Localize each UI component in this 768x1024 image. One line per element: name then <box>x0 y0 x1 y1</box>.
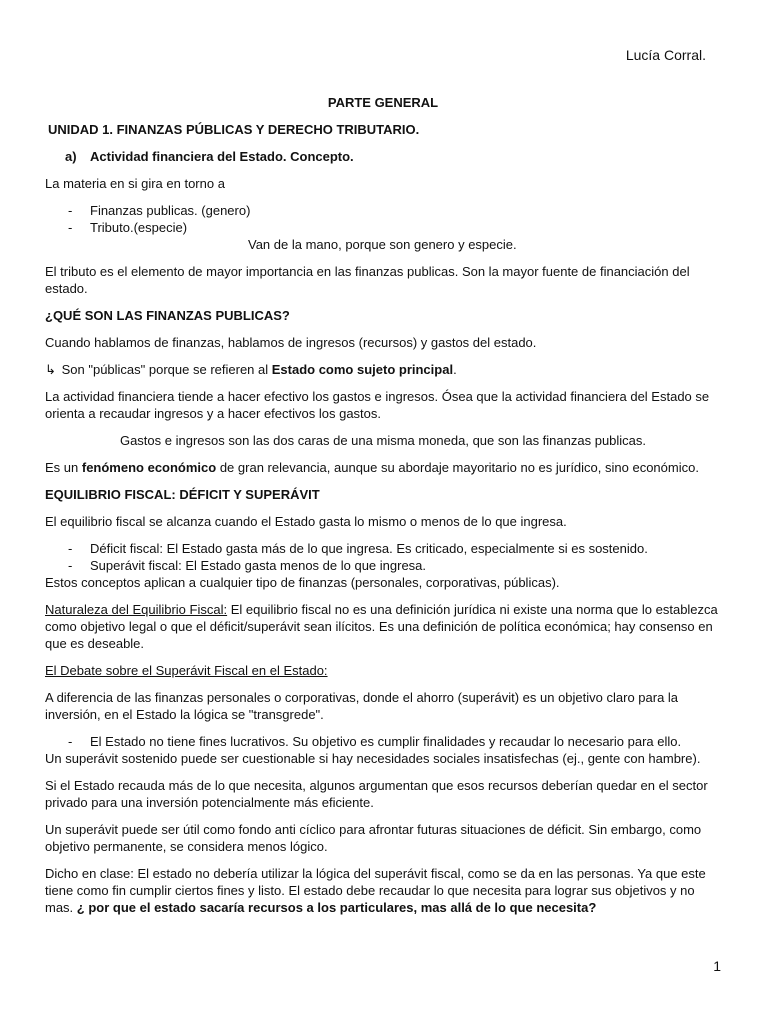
unit-heading: UNIDAD 1. FINANZAS PÚBLICAS Y DERECHO TRIBUTARIO. <box>48 122 420 137</box>
paragraph-equilibrio: El equilibrio fiscal se alcanza cuando el Estado gasta lo mismo o menos de lo que ingresa. <box>45 514 567 529</box>
list-materia <box>45 202 721 236</box>
list-item: - Déficit fiscal: El Estado gasta más de lo que ingresa. Es criticado, especialmente si es sostenido. <box>45 540 721 557</box>
paragraph-fenomeno: Es un fenómeno económico de gran relevancia, aunque su abordaje mayoritario no es jurídico, sino económico. <box>45 460 699 475</box>
heading-finanzas-publicas: ¿QUÉ SON LAS FINANZAS PUBLICAS? <box>45 308 290 323</box>
list-item: - Superávit fiscal: El Estado gasta menos de lo que ingresa. <box>45 557 721 574</box>
subsection-marker: a) <box>65 149 77 164</box>
paragraph-dos-caras: Gastos e ingresos son las dos caras de una misma moneda, que son las finanzas publicas. <box>119 433 647 448</box>
subsection-heading <box>65 148 721 165</box>
list-item: - El Estado no tiene fines lucrativos. Su objetivo es cumplir finalidades y recaudar lo necesario para ello. <box>45 733 721 750</box>
subsection-text: Actividad financiera del Estado. Concepto. <box>90 149 354 164</box>
paragraph-naturaleza: Naturaleza del Equilibrio Fiscal: El equilibrio fiscal no es una definición jurídica ni existe una norma que lo establezca como objetivo legal o que el déficit/superávit sean ilícitos. Es una definición de política económica; hay consenso en que es deseable. <box>45 602 718 651</box>
heading-equilibrio-fiscal: EQUILIBRIO FISCAL: DÉFICIT Y SUPERÁVIT <box>45 487 320 502</box>
list-note: Van de la mano, porque son genero y especie. <box>248 237 517 252</box>
dash-bullet: - <box>68 541 73 556</box>
list-item: - Finanzas publicas. (genero) <box>45 202 721 219</box>
paragraph-publicas: ↳ Son "públicas" porque se refieren al Estado como sujeto principal. <box>45 362 457 377</box>
dash-bullet: - <box>68 734 73 749</box>
paragraph-recauda-mas: Si el Estado recauda más de lo que necesita, algunos argumentan que esos recursos deberían quedar en el sector privado para una inversión potencialmente más eficiente. <box>45 778 708 810</box>
dash-bullet: - <box>68 203 73 218</box>
author-name: Lucía Corral. <box>625 47 706 63</box>
heading-debate: El Debate sobre el Superávit Fiscal en el Estado: <box>45 663 328 678</box>
paragraph-conceptos: Estos conceptos aplican a cualquier tipo de finanzas (personales, corporativas, públicas). <box>45 575 560 590</box>
list-deficit-superavit <box>45 540 721 574</box>
dash-bullet: - <box>68 558 73 573</box>
list-estado <box>45 733 721 750</box>
paragraph-diferencia: A diferencia de las finanzas personales o corporativas, donde el ahorro (superávit) es un objetivo claro para la inversión, en el Estado la lógica se "transgrede". <box>45 690 679 722</box>
page-number: 1 <box>713 958 721 974</box>
document-body <box>45 94 721 926</box>
paragraph-superavit-sostenido: Un superávit sostenido puede ser cuestionable si hay necesidades sociales insatisfechas (ej., gente con hambre). <box>45 751 701 766</box>
paragraph-dicho-en-clase: Dicho en clase: El estado no debería utilizar la lógica del superávit fiscal, como se da en las personas. Ya que este tiene como fin cumplir ciertos fines y listo. El estado debe recaudar lo que necesita para lograr sus objetivos y no mas. ¿ por que el estado sacaría recursos a los particulares, mas allá de lo que necesita? <box>45 866 706 915</box>
paragraph-ingresos-gastos: Cuando hablamos de finanzas, hablamos de ingresos (recursos) y gastos del estado. <box>45 335 537 350</box>
dash-bullet: - <box>68 220 73 235</box>
paragraph-tributo: El tributo es el elemento de mayor importancia en las finanzas publicas. Son la mayor fuente de financiación del estado. <box>45 264 690 296</box>
paragraph-anticiclico: Un superávit puede ser útil como fondo anti cíclico para afrontar futuras situaciones de déficit. Sin embargo, como objetivo permanente, se considera menos lógico. <box>45 822 702 854</box>
paragraph-actividad: La actividad financiera tiende a hacer efectivo los gastos e ingresos. Ósea que la actividad financiera del Estado se orienta a recaudar ingresos y a hacer efectivos los gastos. <box>45 389 710 421</box>
document-title: PARTE GENERAL <box>327 95 439 110</box>
list-item: - Tributo.(especie) <box>45 219 721 236</box>
turn-arrow-icon: ↳ <box>45 362 56 377</box>
paragraph-materia: La materia en si gira en torno a <box>45 176 225 191</box>
